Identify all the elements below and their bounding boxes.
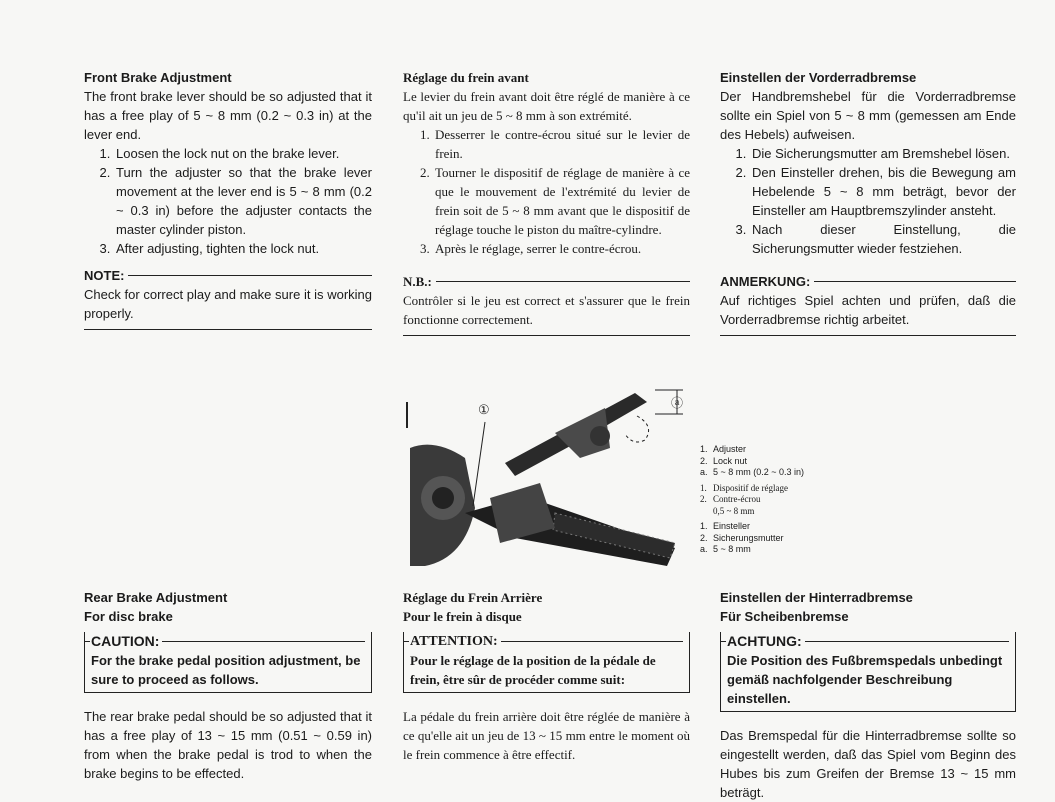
legend-number: 1. <box>700 482 707 493</box>
legend-number: 2. <box>700 532 708 543</box>
divider <box>162 641 365 642</box>
legend-number: 2. <box>700 494 707 504</box>
step-item: 3. After adjusting, tighten the lock nut. <box>114 239 372 258</box>
legend-number: 2. <box>700 455 708 466</box>
divider <box>501 641 683 642</box>
legend-text: 5 ~ 8 mm <box>713 544 751 554</box>
intro-paragraph: Der Handbremshebel für die Vorderradbremse sollte ein Spiel von 5 ~ 8 mm (gemessen am Ende des Hebels) aufweisen. <box>720 89 1016 142</box>
divider <box>84 329 372 330</box>
note-label: NOTE: <box>84 268 125 283</box>
caution-label: ATTENTION: <box>410 634 498 649</box>
divider <box>128 275 372 276</box>
step-list <box>720 144 1016 258</box>
step-item: 2. Den Einsteller drehen, bis die Bewegung am Hebelende 5 ~ 8 mm beträgt, bevor der Einsteller am Hauptbremszylinder ansteht. <box>750 163 1016 220</box>
divider <box>814 281 1016 282</box>
legend-text: 0,5 ~ 8 mm <box>713 505 755 516</box>
body-paragraph: Das Bremspedal für die Hinterradbremse sollte so eingestellt werden, daß das Spiel vom Beginn des Hubes bis zum Greifen der Bremse 13 ~ 15 mm beträgt. <box>720 728 1016 800</box>
caution-box <box>720 632 1016 712</box>
note-heading <box>403 272 690 291</box>
note-heading <box>720 272 1016 291</box>
caution-heading <box>403 632 683 651</box>
divider <box>403 641 409 642</box>
legend-text: Sicherungsmutter <box>713 532 784 543</box>
caution-text: For the brake pedal position adjustment, be sure to proceed as follows. <box>91 653 361 687</box>
legend-number: a. <box>700 544 708 554</box>
divider <box>805 641 1009 642</box>
note-text: Auf richtiges Spiel achten und prüfen, daß die Vorderradbremse richtig arbeitet. <box>720 293 1016 327</box>
legend-text: Lock nut <box>713 455 748 466</box>
section-subtitle: For disc brake <box>84 609 173 624</box>
divider <box>720 335 1016 336</box>
caution-label: ACHTUNG: <box>727 633 802 649</box>
step-item: 1. Loosen the lock nut on the brake lever. <box>114 144 372 163</box>
caution-text: Pour le réglage de la position de la pédale de frein, être sûr de procéder comme suit: <box>410 653 656 687</box>
caution-heading <box>84 632 365 651</box>
note-heading <box>84 266 372 285</box>
legend-number: 1. <box>700 521 708 531</box>
caution-box <box>84 632 372 693</box>
step-list <box>403 125 690 258</box>
legend-number: 1. <box>700 444 708 454</box>
section-title: Einstellen der Hinterradbremse <box>720 590 913 605</box>
body-paragraph: La pédale du frein arrière doit être réglée de manière à ce qu'elle ait un jeu de 13 ~ 15 mm entre le moment où le frein commence à être effectif. <box>403 709 690 762</box>
legend-group-de <box>700 521 804 556</box>
legend-text: Contre-écrou <box>713 494 761 504</box>
note-label: ANMERKUNG: <box>720 274 811 289</box>
legend-number: a. <box>700 467 708 477</box>
divider <box>436 281 690 282</box>
intro-paragraph: The front brake lever should be so adjusted that it has a free play of 5 ~ 8 mm (0.2 ~ 0.3 in) at the lever end. <box>84 89 372 142</box>
section-title: Réglage du Frein Arrière <box>403 590 543 605</box>
step-item: 1. Die Sicherungsmutter am Bremshebel lösen. <box>750 144 1016 163</box>
step-item: 1. Desserrer le contre-écrou situé sur le levier de frein. <box>433 125 690 163</box>
intro-paragraph: Le levier du frein avant doit être réglé de manière à ce qu'il ait un jeu de 5 ~ 8 mm à son extrémité. <box>403 89 690 123</box>
divider <box>720 641 726 642</box>
figure-legend <box>700 444 804 560</box>
divider <box>403 335 690 336</box>
body-paragraph: The rear brake pedal should be so adjusted that it has a free play of 13 ~ 15 mm (0.51 ~ 0.59 in) from when the brake pedal is trod to when the brake begins to be effected. <box>84 709 372 781</box>
caution-box <box>403 632 690 693</box>
legend-group-en <box>700 444 804 479</box>
brake-lever-illustration <box>405 388 690 568</box>
section-title: Réglage du frein avant <box>403 70 529 85</box>
legend-text: Einsteller <box>713 521 751 531</box>
front-brake-section-fr <box>403 68 690 336</box>
rear-brake-section-en <box>84 588 372 783</box>
caution-heading <box>720 632 1009 651</box>
legend-text: Adjuster <box>713 444 747 454</box>
caution-text: Die Position des Fußbremspedals unbedingt gemäß nachfolgender Beschreibung einstellen. <box>727 653 1003 706</box>
callout-a-label: ⓐ <box>671 396 684 410</box>
step-item: 2. Turn the adjuster so that the brake lever movement at the lever end is 5 ~ 8 mm (0.2 ~ 0.3 in) before the adjuster contacts the master cylinder piston. <box>114 163 372 239</box>
front-brake-section-de <box>720 68 1016 336</box>
callout-1-label: ① <box>478 402 490 417</box>
rear-brake-section-de <box>720 588 1016 802</box>
step-item: 2. Tourner le dispositif de réglage de manière à ce que le mouvement de l'extrémité du levier de frein soit de 5 ~ 8 mm avant que le dispositif de réglage touche le piston du maître-cylindre. <box>433 163 690 239</box>
legend-text: Dispositif de réglage <box>713 482 788 493</box>
step-list <box>84 144 372 258</box>
section-title: Einstellen der Vorderradbremse <box>720 70 917 85</box>
step-item: 3. Après le réglage, serrer le contre-écrou. <box>433 239 690 258</box>
front-brake-section-en <box>84 68 372 330</box>
divider <box>84 641 90 642</box>
rear-brake-section-fr <box>403 588 690 764</box>
note-text: Check for correct play and make sure it is working properly. <box>84 287 372 321</box>
note-label: N.B.: <box>403 274 432 289</box>
legend-group-fr <box>700 483 804 518</box>
caution-label: CAUTION: <box>91 633 160 649</box>
section-subtitle: Für Scheibenbremse <box>720 609 849 624</box>
note-text: Contrôler si le jeu est correct et s'assurer que le frein fonctionne correctement. <box>403 293 690 327</box>
legend-text: 5 ~ 8 mm (0.2 ~ 0.3 in) <box>713 467 805 477</box>
step-item: 3. Nach dieser Einstellung, die Sicherungsmutter wieder festziehen. <box>750 220 1016 258</box>
section-title: Front Brake Adjustment <box>84 70 232 85</box>
brake-lever-photo <box>405 388 690 568</box>
section-title: Rear Brake Adjustment <box>84 590 228 605</box>
section-subtitle: Pour le frein à disque <box>403 609 522 624</box>
